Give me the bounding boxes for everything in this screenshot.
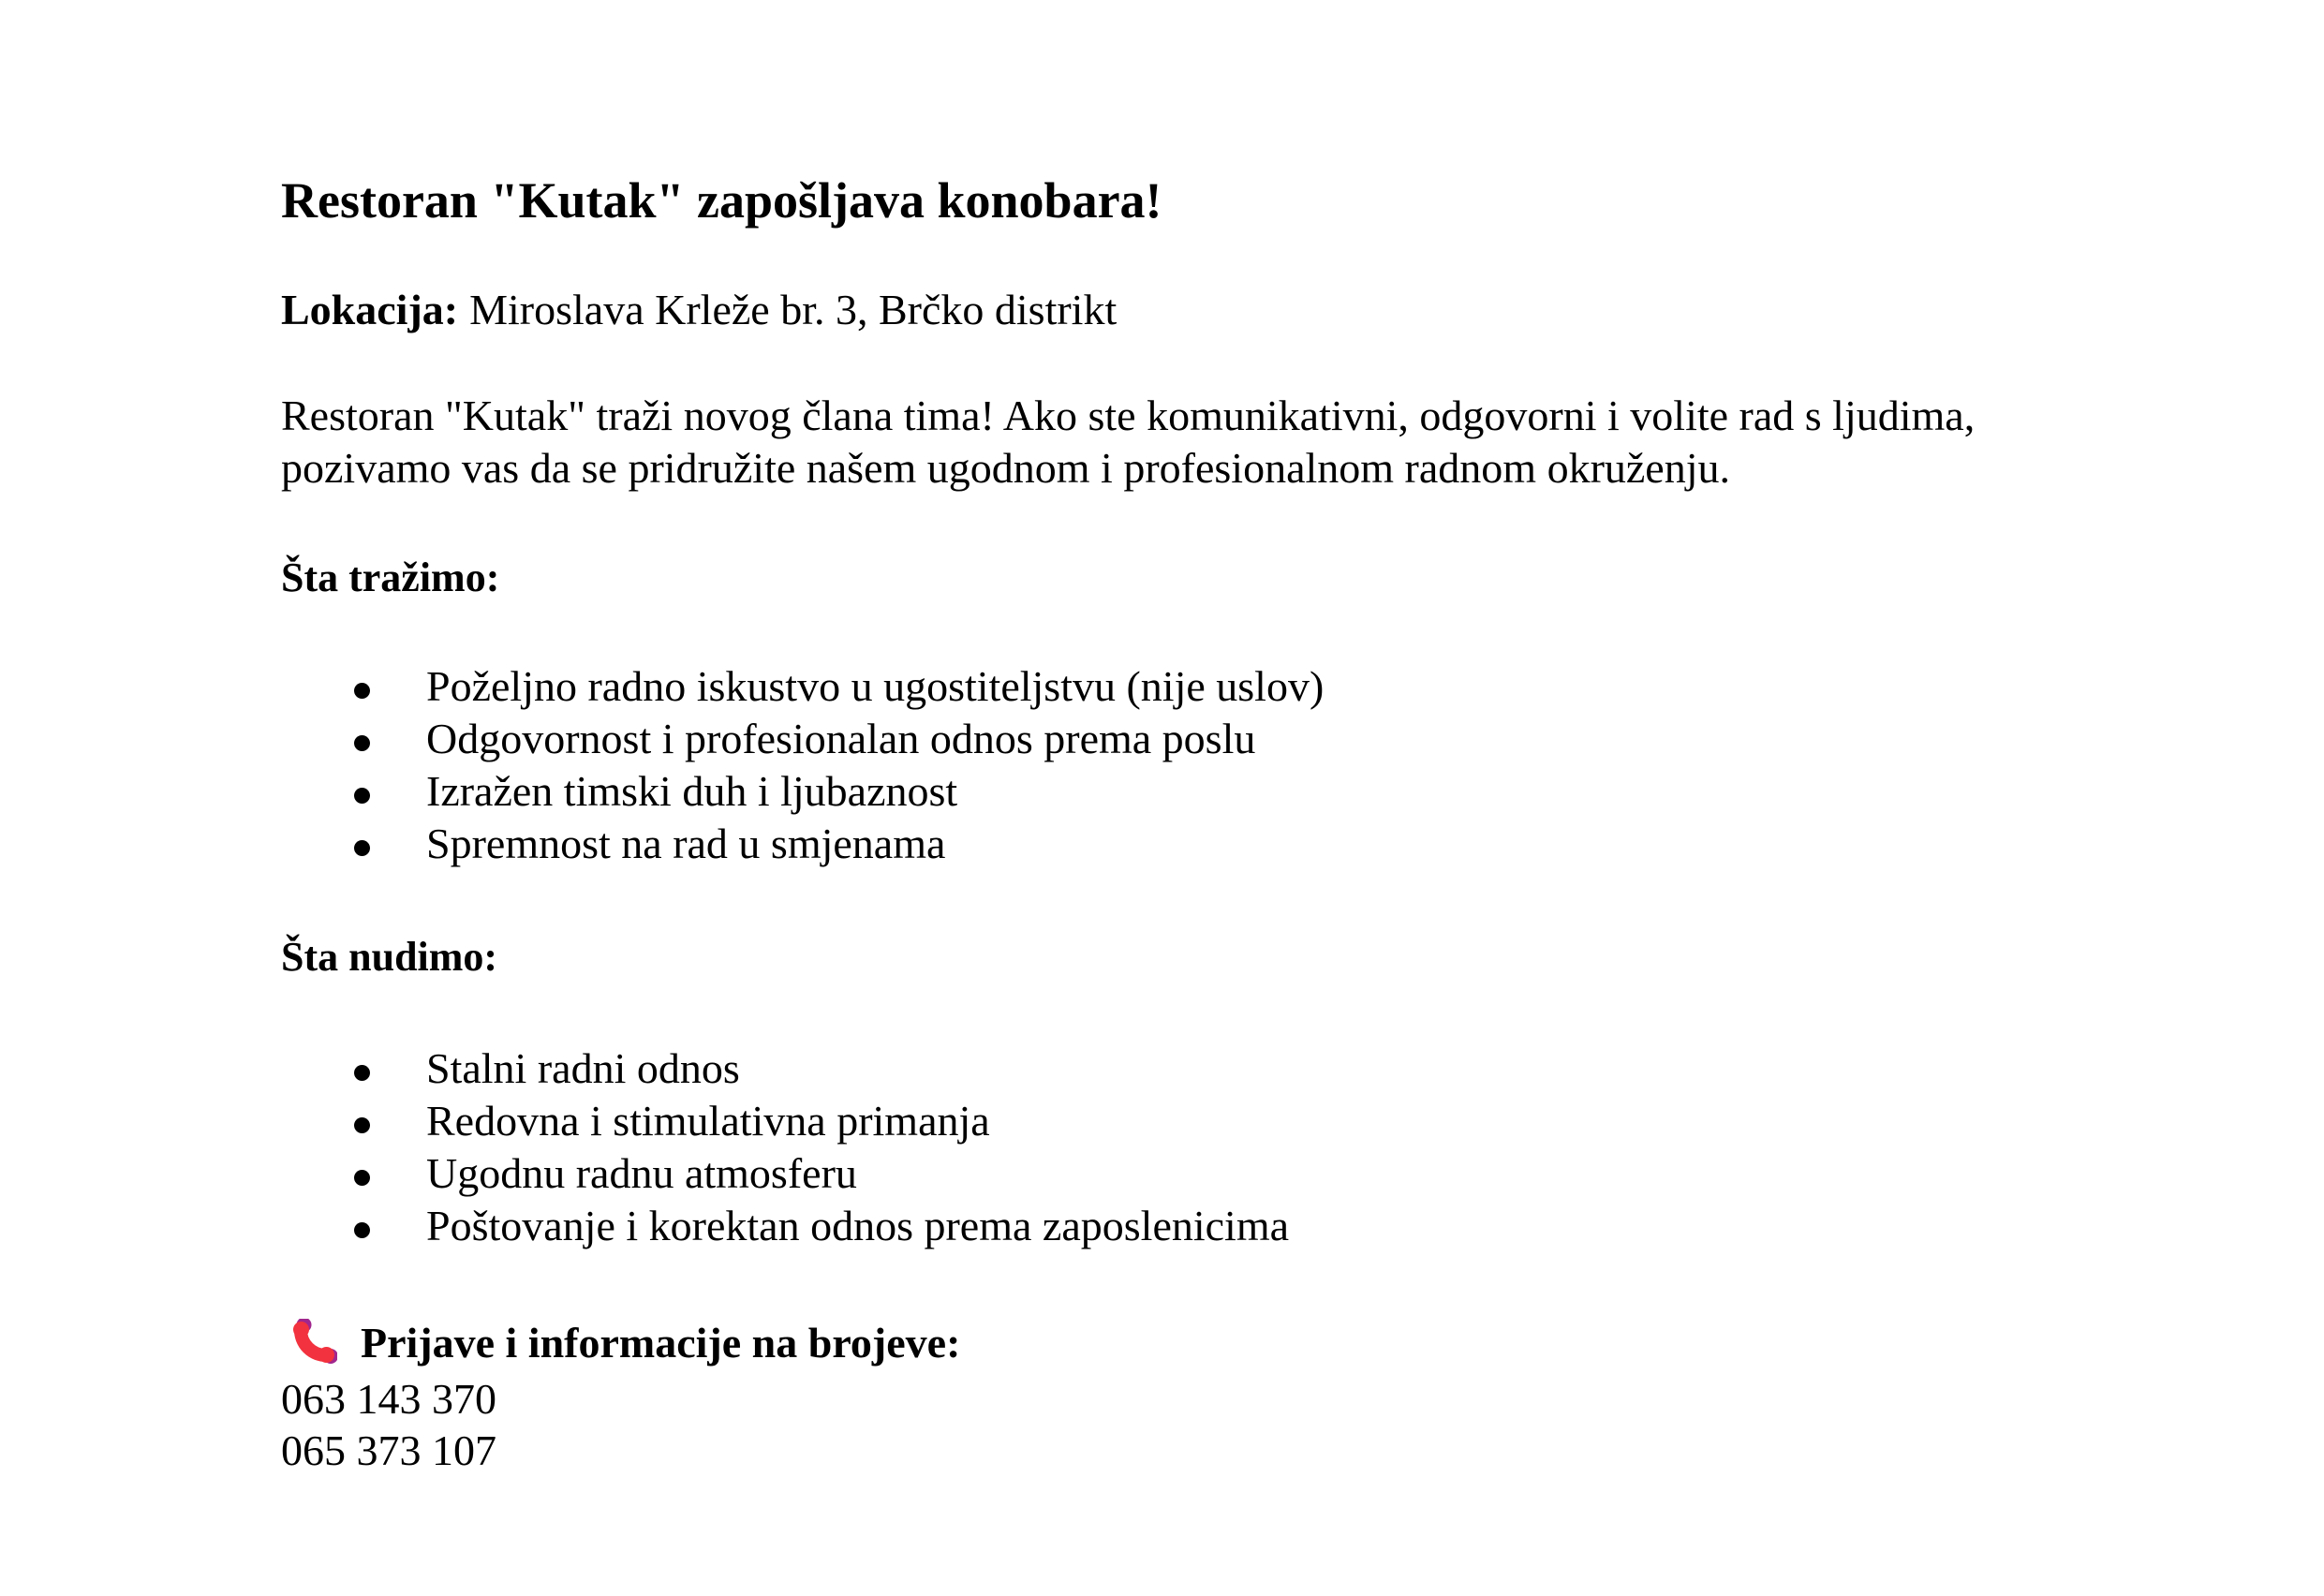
intro-paragraph: Restoran "Kutak" traži novog člana tima! Ako ste komunikativni, odgovorni i volite rad s ljudima, pozivamo vas da se pridružite našem ugodnom i profesionalnom radnom okruženju. [281, 392, 1976, 492]
section-heading-nudimo: Šta nudimo: [281, 934, 498, 980]
phone-numbers [281, 1373, 496, 1476]
list-item: Redovna i stimulativna primanja [281, 1095, 1289, 1147]
list-item: Odgovornost i profesionalan odnos prema poslu [281, 713, 1324, 765]
list-item: Izražen timski duh i ljubaznost [281, 765, 1324, 818]
location-label: Lokacija: [281, 286, 459, 333]
phone-receiver-icon [289, 1319, 337, 1367]
list-item: Poštovanje i korektan odnos prema zaposlenicima [281, 1200, 1289, 1252]
phone-number: 065 373 107 [281, 1426, 496, 1474]
phone-number: 063 143 370 [281, 1375, 496, 1423]
contact-heading: Prijave i informacije na brojeve: [361, 1319, 961, 1367]
benefits-list [281, 1042, 1289, 1252]
list-item: Spremnost na rad u smjenama [281, 818, 1324, 870]
contact-row [281, 1317, 960, 1369]
list-item: Ugodnu radnu atmosferu [281, 1147, 1289, 1200]
requirements-list [281, 660, 1324, 870]
page-title: Restoran "Kutak" zapošljava konobara! [281, 172, 1162, 229]
list-item: Stalni radni odnos [281, 1042, 1289, 1095]
location-value: Miroslava Krleže br. 3, Brčko distrikt [469, 286, 1118, 333]
location-line [281, 284, 1117, 336]
list-item: Poželjno radno iskustvo u ugostiteljstvu (nije uslov) [281, 660, 1324, 713]
section-heading-trazimo: Šta tražimo: [281, 554, 500, 600]
